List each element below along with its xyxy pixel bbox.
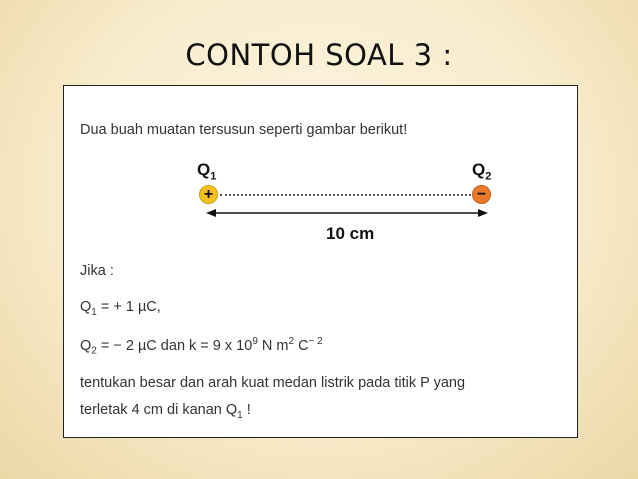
- jika-label: Jika :: [80, 263, 114, 279]
- problem-intro: Dua buah muatan tersusun seperti gambar berikut!: [80, 122, 408, 138]
- problem-panel: [63, 85, 578, 438]
- question-line-2: terletak 4 cm di kanan $Q_1$ !: [80, 402, 251, 421]
- distance-arrow-icon: [204, 206, 494, 220]
- connecting-dotted-line: [220, 194, 475, 196]
- distance-label: 10 cm: [326, 224, 375, 243]
- positive-charge-icon: +: [199, 185, 218, 204]
- given-q1: $Q_1$ = + 1 µC,: [80, 299, 161, 318]
- question-line-1: tentukan besar dan arah kuat medan listrik pada titik P yang: [80, 375, 466, 391]
- q2-label: $Q_2$: [472, 160, 492, 183]
- negative-charge-icon: −: [472, 185, 491, 204]
- given-q2-and-k: $Q_2$ = − 2 µC dan k = 9 x $10^9$ N $m^2$ $C^{- 2}$: [80, 336, 323, 357]
- slide-title: CONTOH SOAL 3 :: [185, 38, 453, 72]
- q1-label: $Q_1$: [197, 160, 217, 183]
